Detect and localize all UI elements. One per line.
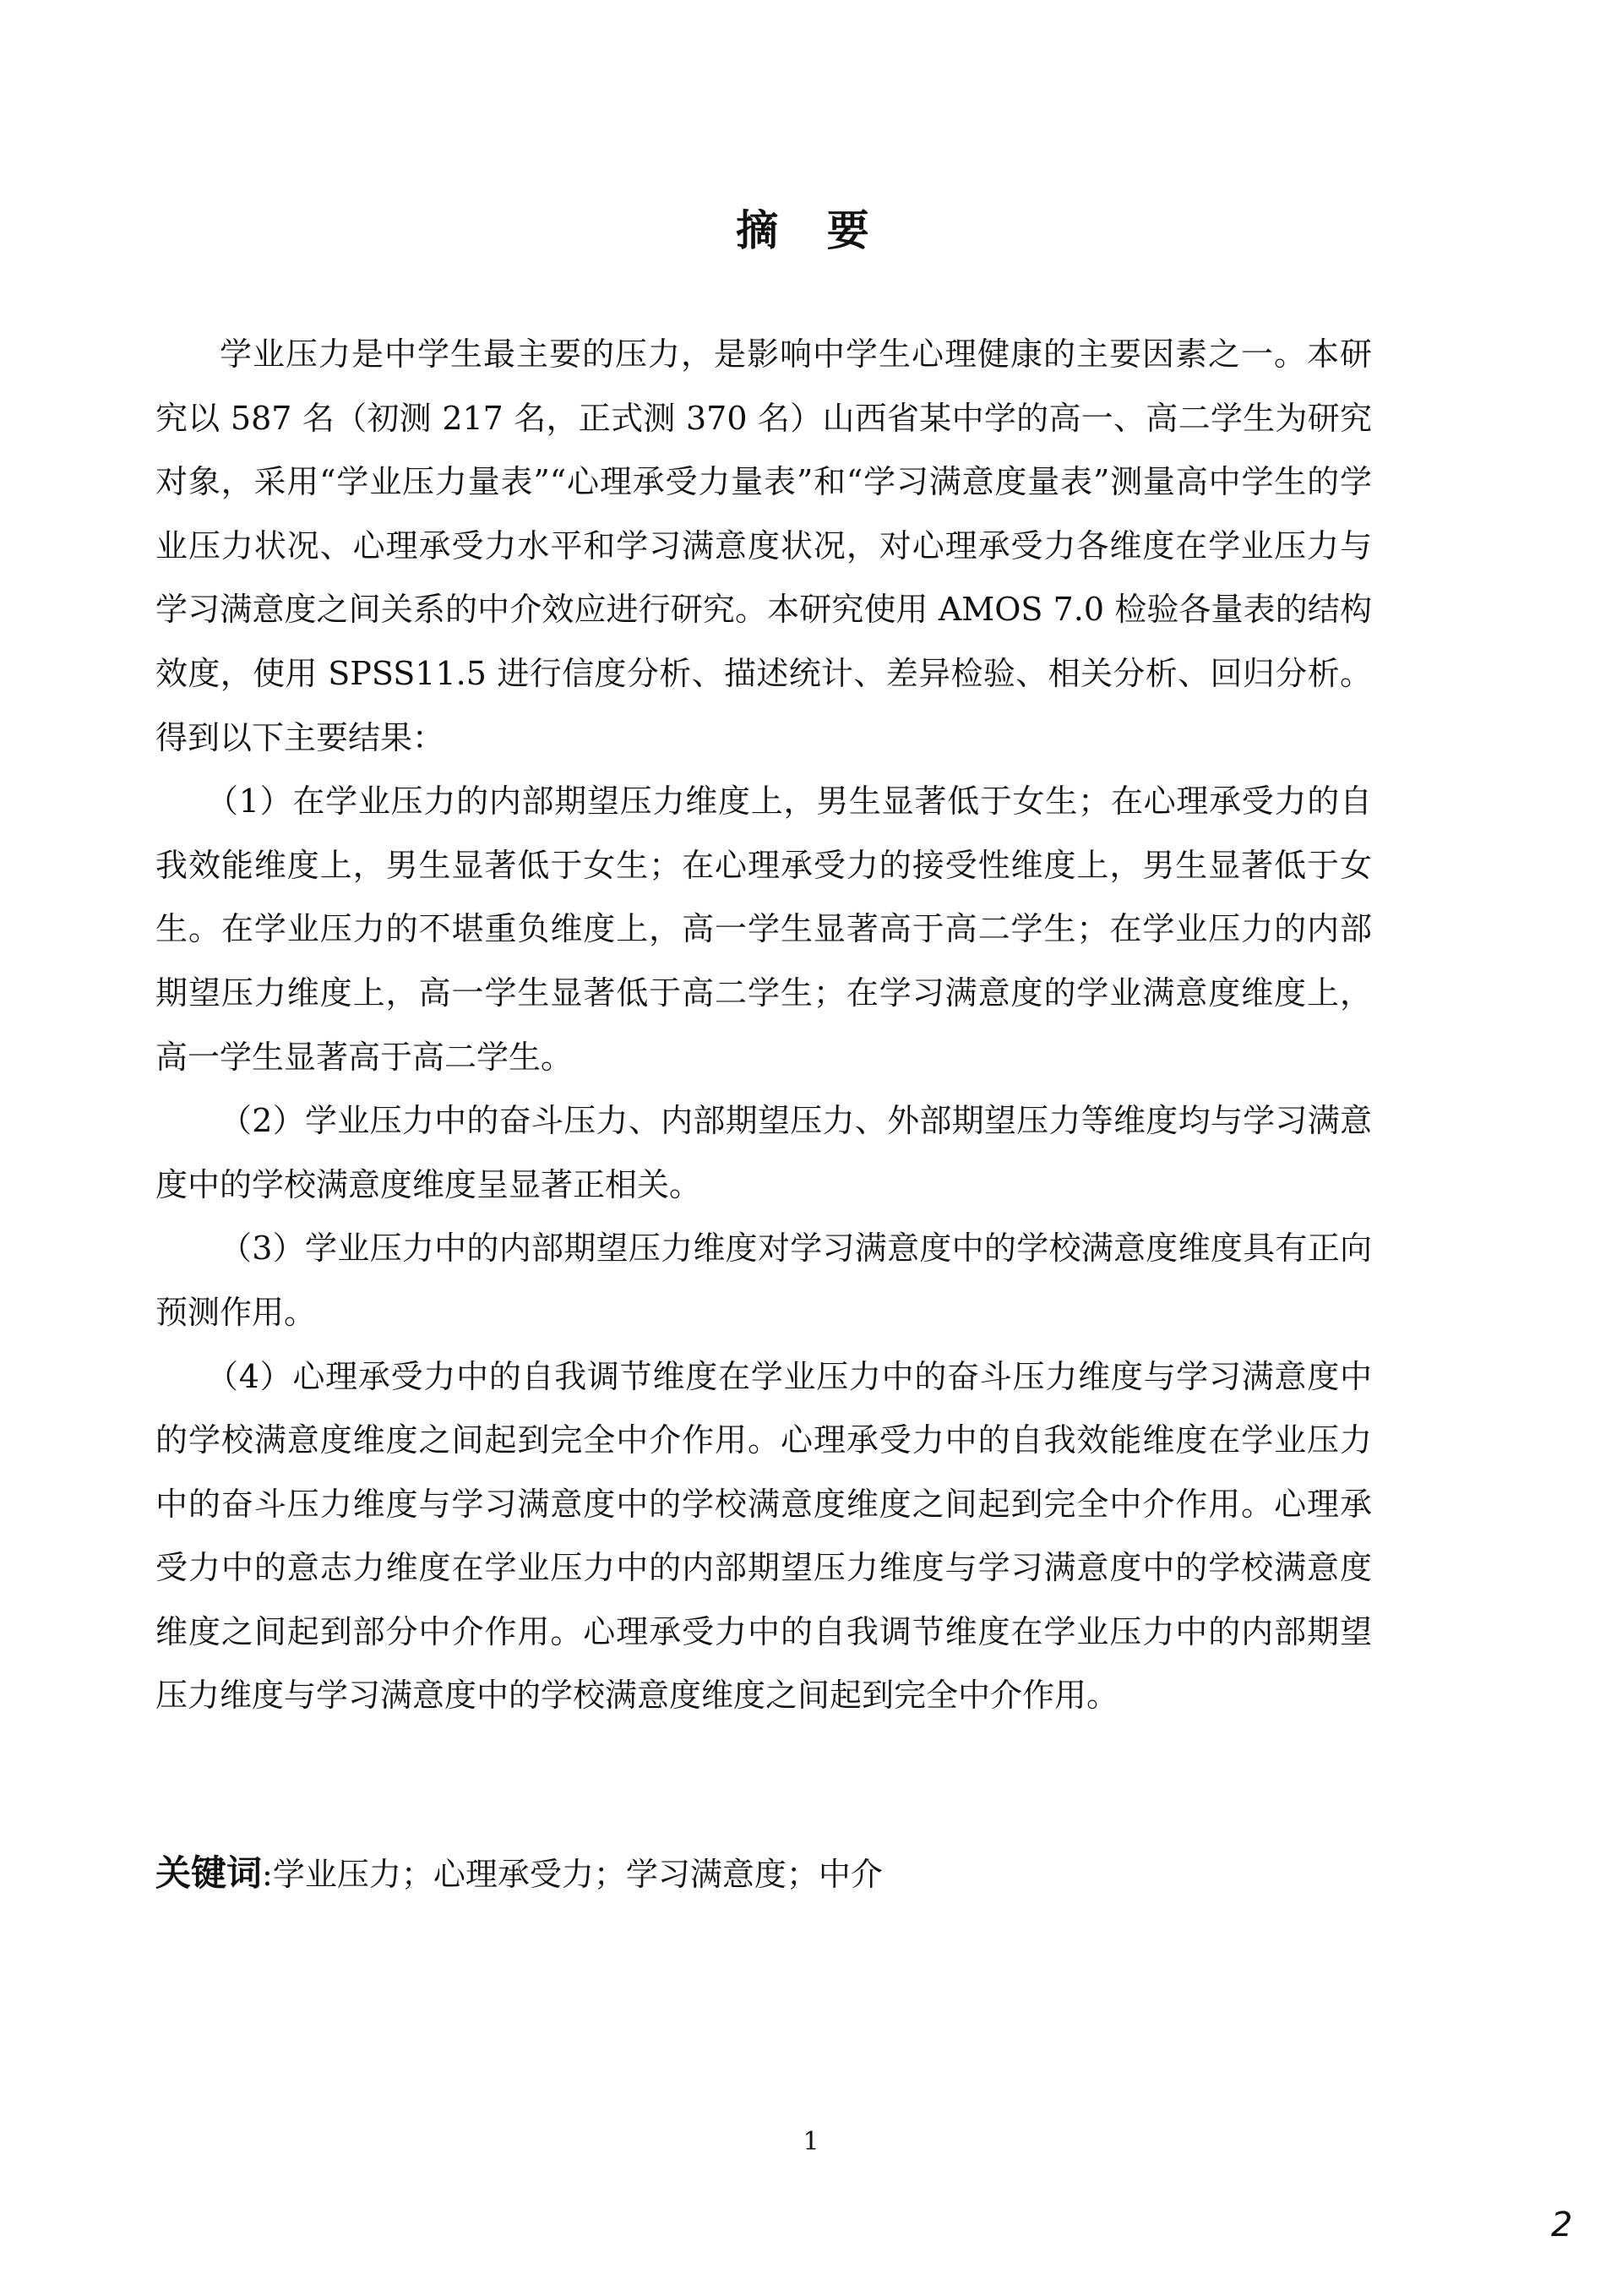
abstract-result-3: （3）学业压力中的内部期望压力维度对学习满意度中的学校满意度维度具有正向预测作用。 — [155, 1230, 1372, 1331]
abstract-body — [155, 323, 1372, 1728]
keywords-line — [155, 1844, 883, 1904]
page-number: 1 — [803, 2127, 819, 2157]
keywords-separator: : — [262, 1856, 273, 1893]
abstract-paragraph-intro: 学业压力是中学生最主要的压力，是影响中学生心理健康的主要因素之一。本研究以 587 名（初测 217 名，正式测 370 名）山西省某中学的高一、高二学生为研究对象，采用“学业压力量表”“心理承受力量表”和“学习满意度量表”测量高中学生的学业压力状况、心理承受力水平和学习满意度状况，对心理承受力各维度在学业压力与学习满意度之间关系的中介效应进行研究。本研究使用 AMOS 7.0 检验各量表的结构效度，使用 SPSS11.5 进行信度分析、描述统计、差异检验、相关分析、回归分析。得到以下主要结果： — [155, 335, 1372, 756]
handwritten-corner-mark: 2 — [1551, 2206, 1573, 2244]
abstract-result-4: （4）心理承受力中的自我调节维度在学业压力中的奋斗压力维度与学习满意度中的学校满意度维度之间起到完全中介作用。心理承受力中的自我效能维度在学业压力中的奋斗压力维度与学习满意度中的学校满意度维度之间起到完全中介作用。心理承受力中的意志力维度在学业压力中的内部期望压力维度与学习满意度中的学校满意度维度之间起到部分中介作用。心理承受力中的自我调节维度在学业压力中的内部期望压力维度与学习满意度中的学校满意度维度之间起到完全中介作用。 — [155, 1357, 1372, 1715]
abstract-result-1: （1）在学业压力的内部期望压力维度上，男生显著低于女生；在心理承受力的自我效能维度上，男生显著低于女生；在心理承受力的接受性维度上，男生显著低于女生。在学业压力的不堪重负维度上，高一学生显著高于高二学生；在学业压力的内部期望压力维度上，高一学生显著低于高二学生；在学习满意度的学业满意度维度上，高一学生显著高于高二学生。 — [155, 783, 1372, 1076]
keywords-text: 学业压力；心理承受力；学习满意度；中介 — [272, 1856, 883, 1893]
abstract-result-2: （2）学业压力中的奋斗压力、内部期望压力、外部期望压力等维度均与学习满意度中的学校满意度维度呈显著正相关。 — [155, 1102, 1372, 1203]
abstract-title: 摘 要 — [736, 205, 886, 255]
keywords-label: 关键词 — [155, 1852, 263, 1894]
